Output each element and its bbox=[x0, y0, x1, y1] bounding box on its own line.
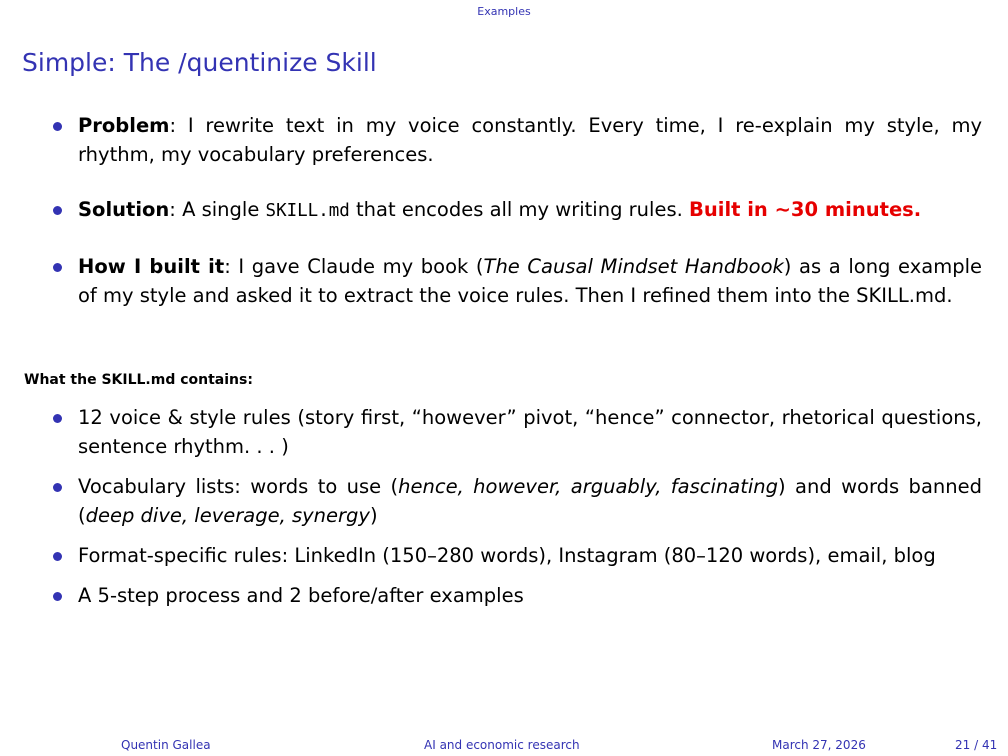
footer-page-number: 21 / 41 bbox=[955, 738, 998, 752]
item-text: ) bbox=[369, 504, 378, 527]
bullet-dot-icon bbox=[53, 592, 62, 601]
code-filename: SKILL.md bbox=[265, 201, 350, 221]
item-text: A 5-step process and 2 before/after examples bbox=[78, 584, 524, 607]
bullet-dot-icon bbox=[53, 122, 62, 131]
contains-list bbox=[0, 403, 1008, 621]
slide-title: Simple: The /quentinize Skill bbox=[22, 48, 377, 77]
bullet-dot-icon bbox=[53, 263, 62, 272]
bullet-how-built bbox=[0, 252, 1008, 310]
bullet-text: ) as a long example of my style and asked it to extract the voice rules. Then I refined them into the SKILL.md. bbox=[78, 255, 982, 307]
item-text: 12 voice & style rules (story first, “however” pivot, “hence” connector, rhetorical questions, sentence rhythm. . . ) bbox=[78, 406, 982, 458]
section-header: Examples bbox=[477, 5, 531, 18]
footer-date: March 27, 2026 bbox=[772, 738, 866, 752]
footer bbox=[0, 738, 1008, 756]
item-text: Vocabulary lists: words to use ( bbox=[78, 475, 399, 498]
footer-talk-title: AI and economic research bbox=[424, 738, 580, 752]
list-item bbox=[0, 541, 1008, 570]
list-item bbox=[0, 472, 1008, 530]
bullet-solution bbox=[0, 195, 1008, 226]
item-text: ) and words banned ( bbox=[78, 475, 982, 527]
use-words: hence, however, arguably, fascinating bbox=[398, 475, 779, 498]
bullet-label: Solution bbox=[78, 198, 170, 221]
footer-author: Quentin Gallea bbox=[121, 738, 211, 752]
bullet-dot-icon bbox=[53, 414, 62, 423]
bullet-dot-icon bbox=[53, 483, 62, 492]
alert-text: Built in ∼30 minutes. bbox=[689, 198, 922, 221]
bullet-text: : A single bbox=[169, 198, 266, 221]
bullet-dot-icon bbox=[53, 552, 62, 561]
banned-words: deep dive, leverage, synergy bbox=[85, 504, 370, 527]
bullet-text: : I rewrite text in my voice constantly. Every time, I re-explain my style, my rhythm, my vocabulary preferences. bbox=[78, 114, 982, 166]
bullet-dot-icon bbox=[53, 206, 62, 215]
contains-heading: What the SKILL.md contains: bbox=[24, 372, 253, 388]
book-title: The Causal Mindset Handbook bbox=[483, 255, 784, 278]
bullet-label: Problem bbox=[78, 114, 170, 137]
bullet-label: How I built it bbox=[78, 255, 225, 278]
list-item bbox=[0, 403, 1008, 461]
bullet-text: : I gave Claude my book ( bbox=[224, 255, 484, 278]
item-text: Format-specific rules: LinkedIn (150–280 words), Instagram (80–120 words), email, blog bbox=[78, 544, 936, 567]
main-bullet-list bbox=[0, 111, 1008, 336]
bullet-problem bbox=[0, 111, 1008, 169]
bullet-text: that encodes all my writing rules. bbox=[349, 198, 690, 221]
list-item bbox=[0, 581, 1008, 610]
